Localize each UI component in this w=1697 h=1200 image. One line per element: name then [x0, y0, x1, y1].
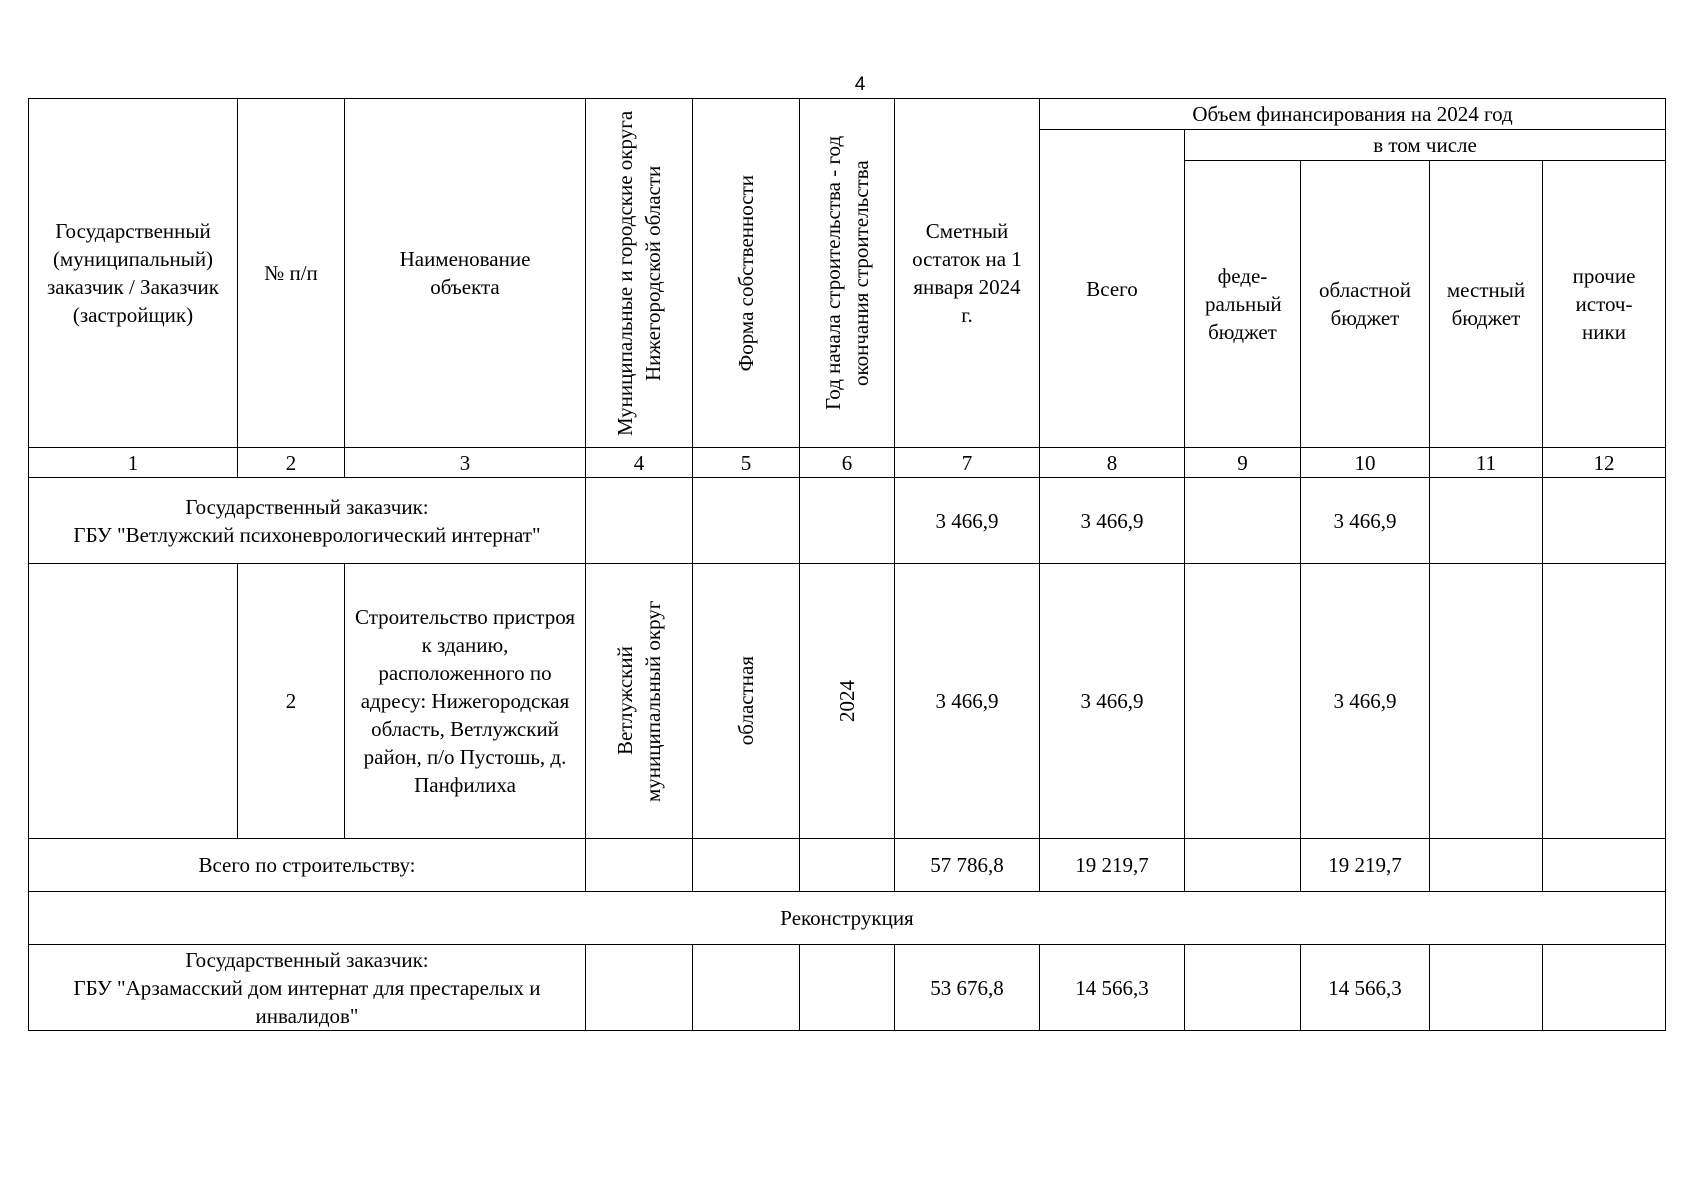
total-value: 3 466,9	[1040, 564, 1185, 839]
object-district: Ветлужский муниципальный округ	[586, 564, 693, 839]
header-ownership: Форма собственности	[693, 99, 800, 448]
customer-name: Государственный заказчик: ГБУ "Ветлужский психоневрологический интернат"	[29, 478, 586, 564]
empty-cell	[1543, 839, 1666, 892]
header-including: в том числе	[1185, 130, 1666, 161]
column-number-row	[29, 448, 1666, 478]
empty-cell	[693, 945, 800, 1031]
header-object-name: Наименование объекта	[345, 99, 586, 448]
empty-cell	[1430, 945, 1543, 1031]
total-value: 3 466,9	[1040, 478, 1185, 564]
regional-value: 3 466,9	[1301, 478, 1430, 564]
empty-cell	[586, 839, 693, 892]
customer-name: Государственный заказчик: ГБУ "Арзамасский дом интернат для престарелых и инвалидов"	[29, 945, 586, 1031]
table-row	[29, 564, 1666, 839]
empty-cell	[1543, 564, 1666, 839]
total-value: 14 566,3	[1040, 945, 1185, 1031]
estimate-value: 57 786,8	[895, 839, 1040, 892]
header-estimate: Сметный остаток на 1 января 2024 г.	[895, 99, 1040, 448]
empty-cell	[1185, 478, 1301, 564]
empty-cell	[1185, 839, 1301, 892]
empty-cell	[1430, 564, 1543, 839]
column-number: 1	[29, 448, 238, 478]
object-years: 2024	[800, 564, 895, 839]
regional-value: 19 219,7	[1301, 839, 1430, 892]
header-customer: Государственный (муниципальный) заказчик / Заказчик (застройщик)	[29, 99, 238, 448]
empty-cell	[693, 839, 800, 892]
object-ownership: областная	[693, 564, 800, 839]
header-other: прочие источ-ники	[1543, 161, 1666, 448]
empty-cell	[586, 478, 693, 564]
section-heading: Реконструкция	[29, 892, 1666, 945]
header-district: Муниципальные и городские округа Нижегородской области	[586, 99, 693, 448]
column-number: 6	[800, 448, 895, 478]
column-number: 11	[1430, 448, 1543, 478]
header-years: Год начала строительства - год окончания строительства	[800, 99, 895, 448]
header-number: № п/п	[238, 99, 345, 448]
empty-cell	[800, 478, 895, 564]
empty-cell	[1543, 478, 1666, 564]
empty-cell	[1430, 839, 1543, 892]
column-number: 5	[693, 448, 800, 478]
regional-value: 14 566,3	[1301, 945, 1430, 1031]
header-regional: областной бюджет	[1301, 161, 1430, 448]
empty-cell	[1430, 478, 1543, 564]
empty-cell	[29, 564, 238, 839]
column-number: 12	[1543, 448, 1666, 478]
column-number: 10	[1301, 448, 1430, 478]
empty-cell	[1543, 945, 1666, 1031]
header-local: местный бюджет	[1430, 161, 1543, 448]
page-number: 4	[854, 74, 866, 95]
construction-total-label: Всего по строительству:	[29, 839, 586, 892]
column-number: 8	[1040, 448, 1185, 478]
total-value: 19 219,7	[1040, 839, 1185, 892]
empty-cell	[1185, 564, 1301, 839]
empty-cell	[800, 945, 895, 1031]
empty-cell	[1185, 945, 1301, 1031]
table-row	[29, 478, 1666, 564]
empty-cell	[586, 945, 693, 1031]
estimate-value: 3 466,9	[895, 478, 1040, 564]
table-row	[29, 839, 1666, 892]
header-funding-group: Объем финансирования на 2024 год	[1040, 99, 1666, 130]
column-number: 2	[238, 448, 345, 478]
estimate-value: 3 466,9	[895, 564, 1040, 839]
empty-cell	[693, 478, 800, 564]
column-number: 9	[1185, 448, 1301, 478]
column-number: 7	[895, 448, 1040, 478]
header-federal: феде-ральный бюджет	[1185, 161, 1301, 448]
empty-cell	[800, 839, 895, 892]
regional-value: 3 466,9	[1301, 564, 1430, 839]
estimate-value: 53 676,8	[895, 945, 1040, 1031]
column-number: 3	[345, 448, 586, 478]
object-number: 2	[238, 564, 345, 839]
column-number: 4	[586, 448, 693, 478]
header-total: Всего	[1040, 130, 1185, 448]
table-row	[29, 892, 1666, 945]
financing-table	[28, 98, 1666, 1031]
object-name: Строительство пристроя к зданию, расположенного по адресу: Нижегородская область, Ветлужский район, п/о Пустошь, д. Панфилиха	[345, 564, 586, 839]
table-row	[29, 945, 1666, 1031]
